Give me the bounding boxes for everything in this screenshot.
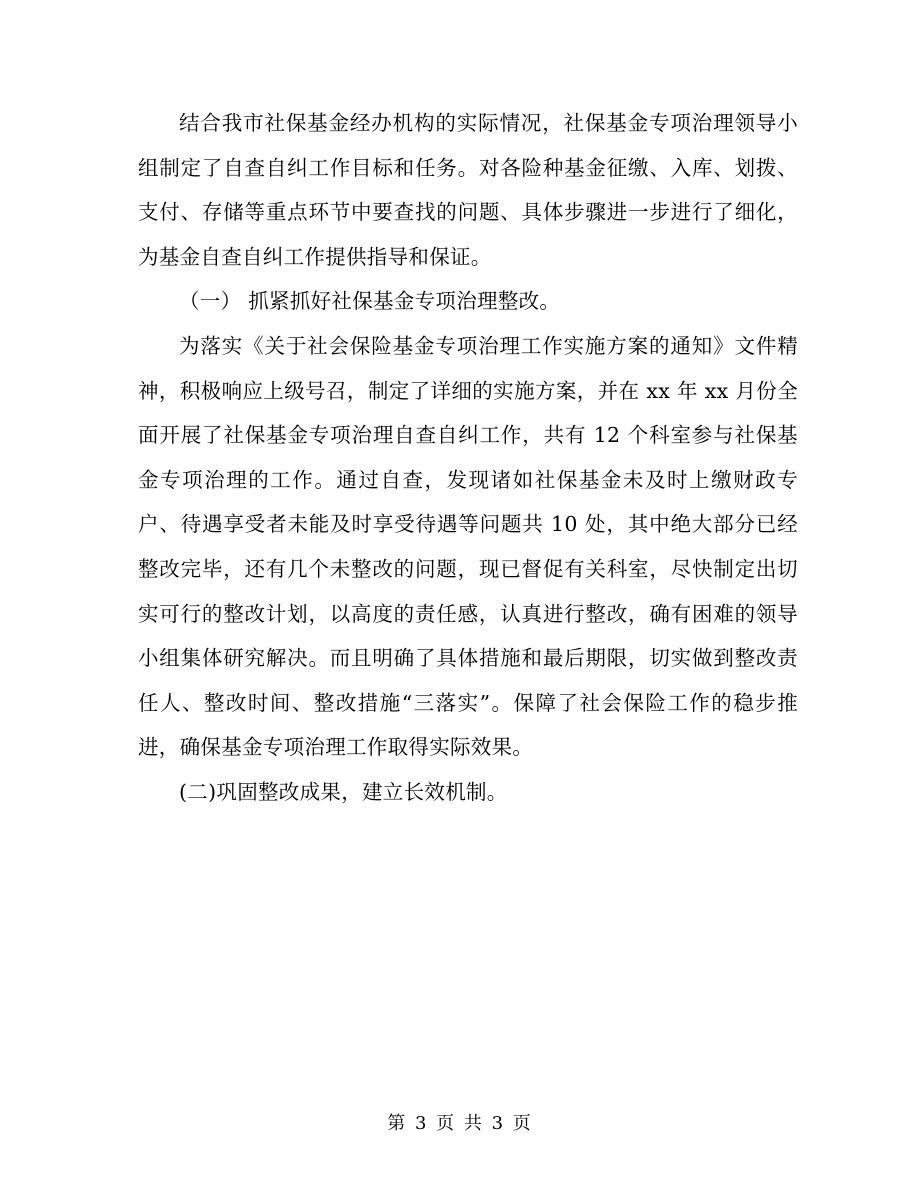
paragraph-intro: 结合我市社保基金经办机构的实际情况，社保基金专项治理领导小组制定了自查自纠工作目标和任务。对各险种基金征缴、入库、划拨、支付、存储等重点环节中要查找的问题、具体步骤进一步进行了细化，为基金自查自纠工作提供指导和保证。 [138,111,798,269]
document-body [138,101,798,815]
paragraph-rectification: 为落实《关于社会保险基金专项治理工作实施方案的通知》文件精神，积极响应上级号召，制定了详细的实施方案，并在 xx 年 xx 月份全面开展了社保基金专项治理自查自纠工作，共有 12 个科室参与社保基金专项治理的工作。通过自查，发现诸如社保基金未及时上缴财政专户、待遇享受者未能及时享受待遇等问题共 10 处，其中绝大部分已经整改完毕，还有几个未整改的问题，现已督促有关科室，尽快制定出切实可行的整改计划，以高度的责任感，认真进行整改，确有困难的领导小组集体研究解决。而且明确了具体措施和最后期限，切实做到整改责任人、整改时间、整改措施“三落实”。保障了社会保险工作的稳步推进，确保基金专项治理工作取得实际效果。 [138,333,798,760]
page-number-footer: 第 3 页 共 3 页 [387,1113,533,1134]
section-heading-2: (二)巩固整改成果，建立长效机制。 [179,779,508,804]
section-heading-1: （一） 抓紧抓好社保基金专项治理整改。 [179,289,561,314]
